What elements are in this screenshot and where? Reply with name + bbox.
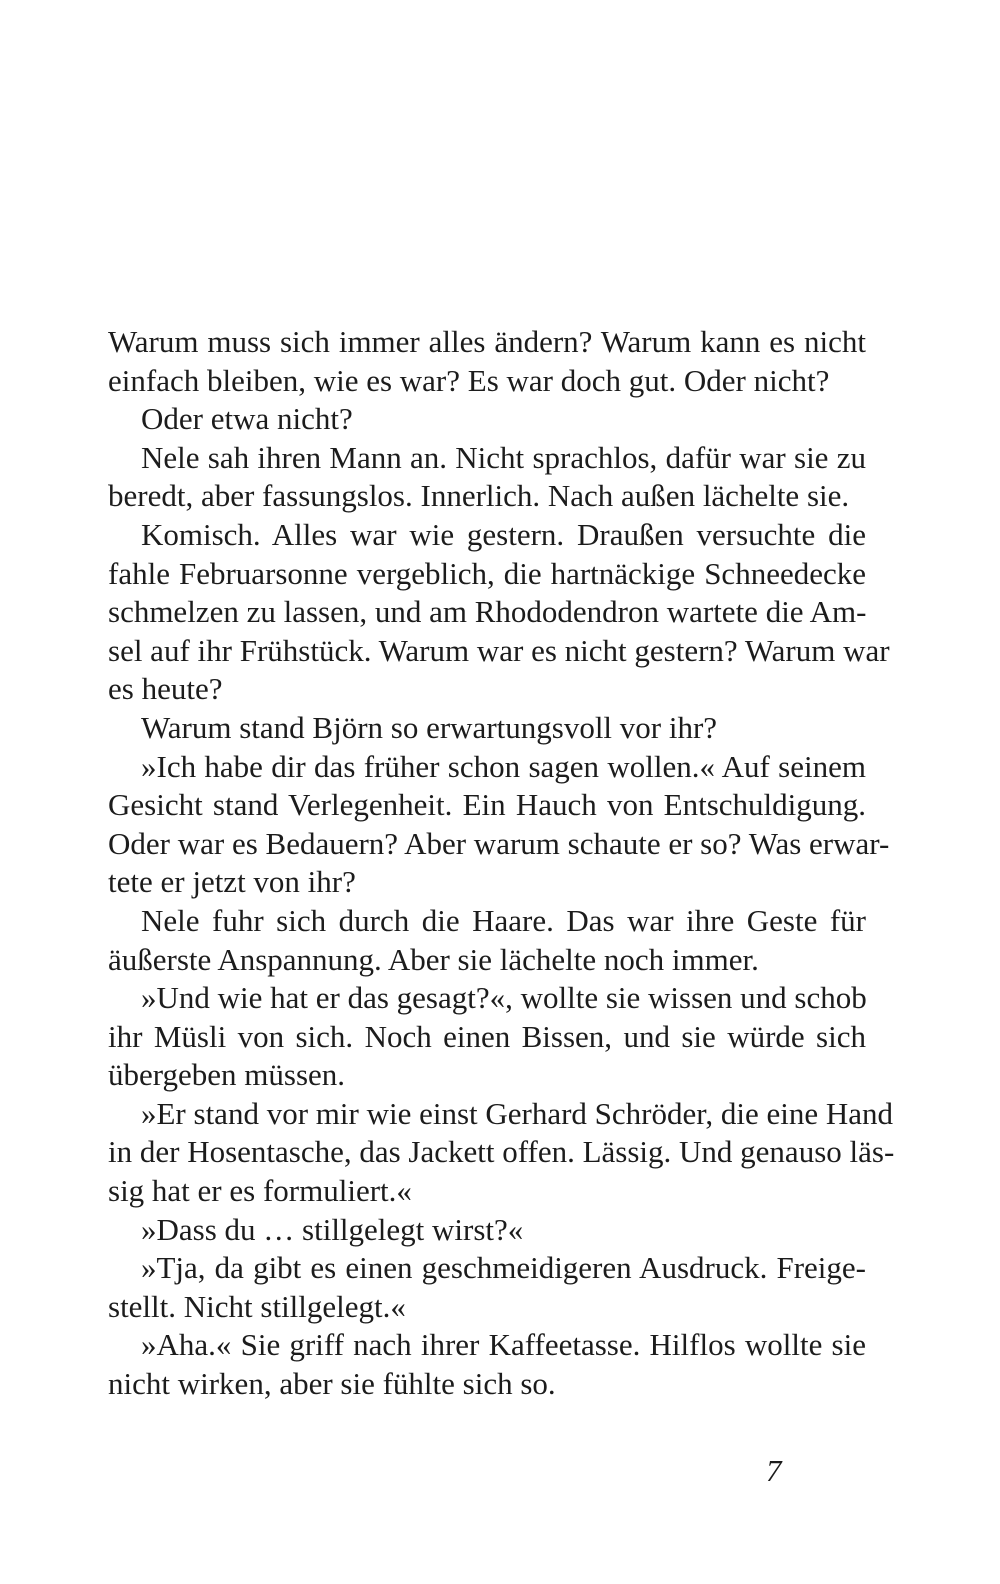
text-line: »Aha.« Sie griff nach ihrer Kaffeetasse. Hilflos wollte sie [141, 1327, 866, 1363]
text-line: beredt, aber fassungslos. Innerlich. Nach außen lächelte sie. [108, 478, 850, 514]
text-line: Oder etwa nicht? [141, 401, 353, 437]
text-line: in der Hosentasche, das Jackett offen. Lässig. Und genauso läs- [108, 1134, 895, 1170]
text-line: »Dass du … stillgelegt wirst?« [141, 1211, 524, 1247]
text-line: stellt. Nicht stillgelegt.« [108, 1288, 406, 1324]
body-text [108, 323, 895, 1404]
text-line: es heute? [108, 671, 223, 707]
text-line: Komisch. Alles war wie gestern. Draußen versuchte die [141, 516, 866, 552]
text-line: äußerste Anspannung. Aber sie lächelte noch immer. [108, 941, 759, 977]
text-line: fahle Februarsonne vergeblich, die hartnäckige Schneedecke [108, 555, 866, 591]
text-line: sel auf ihr Frühstück. Warum war es nicht gestern? Warum war [108, 632, 890, 668]
text-line: tete er jetzt von ihr? [108, 864, 356, 900]
text-line: »Ich habe dir das früher schon sagen wollen.« Auf seinem [141, 748, 866, 784]
text-line: »Er stand vor mir wie einst Gerhard Schröder, die eine Hand [141, 1095, 893, 1131]
text-line: schmelzen zu lassen, und am Rhododendron wartete die Am- [108, 594, 867, 630]
text-line: nicht wirken, aber sie fühlte sich so. [108, 1366, 556, 1402]
text-line: übergeben müssen. [108, 1057, 346, 1093]
text-line: Nele fuhr sich durch die Haare. Das war ihre Geste für [141, 902, 866, 938]
page-number: 7 [766, 1453, 782, 1488]
text-line: »Tja, da gibt es einen geschmeidigeren Ausdruck. Freige- [141, 1250, 866, 1286]
text-line: Nele sah ihren Mann an. Nicht sprachlos, dafür war sie zu [141, 439, 866, 475]
text-line: einfach bleiben, wie es war? Es war doch gut. Oder nicht? [108, 362, 830, 398]
text-line: Warum stand Björn so erwartungsvoll vor ihr? [141, 709, 718, 745]
text-line: ihr Müsli von sich. Noch einen Bissen, und sie würde sich [108, 1018, 866, 1054]
text-line: Oder war es Bedauern? Aber warum schaute er so? Was erwar- [108, 825, 890, 861]
text-line: Gesicht stand Verlegenheit. Ein Hauch von Entschuldigung. [108, 787, 866, 823]
text-line: sig hat er es formuliert.« [108, 1173, 412, 1209]
text-line: »Und wie hat er das gesagt?«, wollte sie wissen und schob [141, 980, 867, 1016]
text-line: Warum muss sich immer alles ändern? Warum kann es nicht [108, 324, 866, 359]
